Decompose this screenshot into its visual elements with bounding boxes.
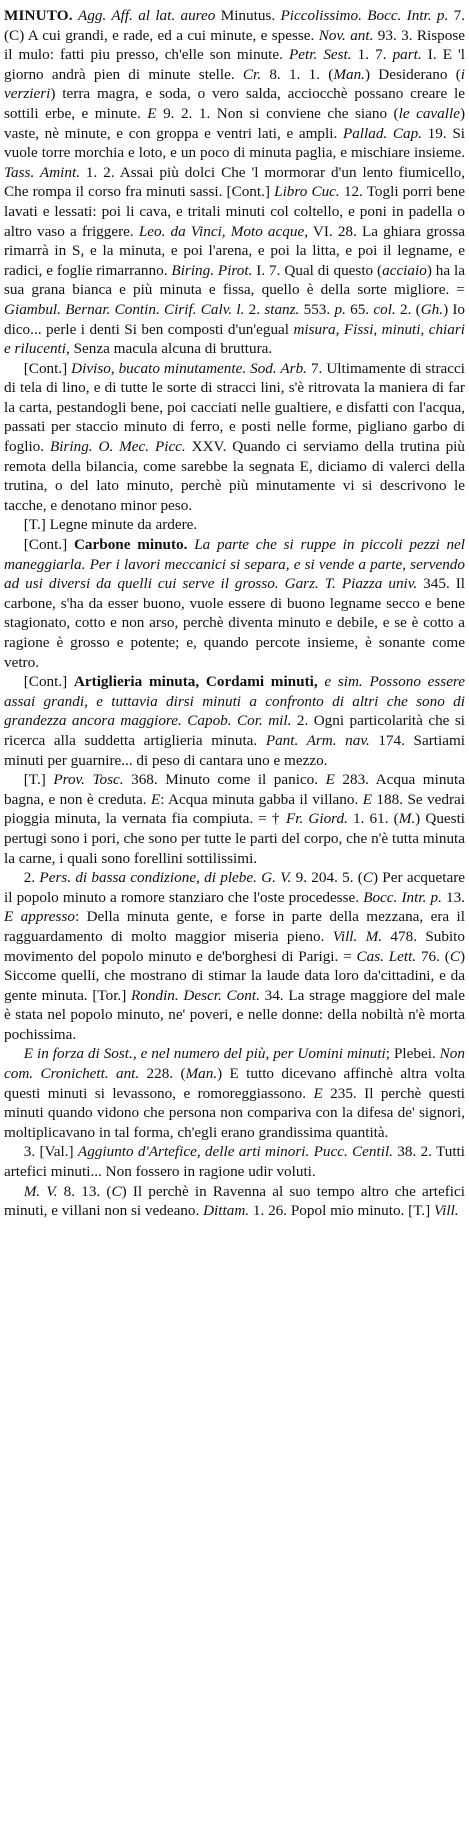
definition-text: 76. ( [416,947,450,965]
definition-text: 478. Subito movimento del popolo minuto e de'borghesi di Parigi. = [4,927,466,965]
definition-text: 1. 2. Assai più dolci Che 'l mormorar d'un lento fiumicello, Che rompa il corso fra minuti sassi. [Cont.] [4,163,465,201]
definition-text: ) E tutto dicevano affinchè altra volta questi minuti si levassono, e romoreggiassono. [4,1065,466,1102]
citation-italic: le cavalle [398,104,460,122]
definition-text: Senza macula alcuna di bruttura. [69,340,273,358]
citation-italic: C [111,1182,122,1200]
definition-text: ) Per acquetare il popolo minuto a romore stanziaro che l'oste procedesse. [4,869,465,906]
citation-italic: Pers. di bassa condizione, di plebe. G. V. [39,869,292,887]
citation-italic: Leo. da Vinci, Moto acque, [138,222,308,240]
citation-italic: C [449,947,460,965]
definition-text: Minutus. [215,7,281,24]
citation-italic: E [150,790,161,808]
citation-italic: Giambul. Bernar. Contin. Cirif. Calv. l. [4,300,245,318]
entry-paragraph-p2 [4,359,465,516]
subentry-term: Carbone minuto. [73,536,188,554]
entry-paragraph-p1 [4,6,465,359]
definition-text: ) Siccome quelli, che mostrano di stimar la laude data loro da'cittadini, e da gente minuta. [Tor.] [4,947,466,1004]
citation-italic: i verzieri [4,65,466,103]
citation-italic: Rondin. Descr. Cont. [131,986,260,1004]
definition-text: ) ha la sua grana bianca e più minuta e fissa, quello è della sorte migliore. = [4,261,465,299]
entry-paragraph-p4 [4,535,465,672]
subentry-term: Artiglieria minuta, Cordami minuti, [73,673,318,691]
definition-text: ) Desiderano ( [364,65,461,83]
headword: MINUTO. [4,7,73,24]
definition-text: 8. 1. 1. ( [261,65,334,83]
definition-text: : Acqua minuta gabba il villano. [160,790,363,808]
citation-italic: M. V. [23,1182,58,1200]
citation-italic: E [325,771,335,789]
definition-text: ; Plebei. [385,1045,440,1063]
definition-text: 3. [Val.] [23,1143,78,1161]
citation-italic: E [362,790,372,808]
entry-paragraph-p3 [4,515,465,535]
entry-paragraph-p7 [4,868,465,1044]
definition-text: 2. [23,869,40,887]
citation-italic: Pant. Arm. nav. [265,731,370,749]
citation-italic: Prov. Tosc. [53,771,124,789]
definition-text: 34. La strage maggiore del male è stata nel popolo minuto, ne' poveri, e nelle donne: della nobiltà n'è morta pochissima. [4,986,465,1043]
definition-text: 19. Si vuole torre morchia e loto, e un poco di minuta paglia, e mischiare insieme. [4,124,465,162]
definition-text: 7. (C) A cui grandi, e rade, ed a cui minute, e spesse. [4,7,466,44]
definition-text: 553. [299,300,335,318]
definition-text: I. 7. Qual di questo ( [252,261,383,279]
entry-paragraph-p10 [4,1182,465,1221]
citation-italic: Aggiunto d'Artefice, delle arti minori. Pucc. Centil. [77,1143,393,1161]
citation-italic: Biring. O. Mec. Picc. [49,438,186,456]
citation-italic: al lat. aureo [138,7,216,24]
citation-italic: part. [392,46,422,64]
citation-italic: E appresso [4,908,75,926]
definition-text: XXV. Quando ci serviamo della trutina più remota della bilancia, come sarebbe la segnata E, diciamo di valerci della trutina, o del lato minuto, perchè più minutamente vi si descrivono le tacche, e denotano minor peso. [4,438,465,514]
citation-italic: stanz. [264,300,300,318]
definition-text: VI. 28. La ghiara grossa rimarrà in S, e la minuta, e poi l'arena, e poi la litta, e poi il legname, e radici, e foglie rimarranno. [4,222,465,279]
citation-italic: E in forza di Sost., e nel numero del più, per Uomini minuti [23,1045,386,1063]
citation-italic: Dittam. [203,1202,250,1220]
citation-italic: Man. [333,65,365,83]
citation-italic: E [147,104,157,122]
dictionary-entry-minuto [4,6,465,1221]
definition-text: 345. Il carbone, s'ha da esser buono, vuole essere di buono legname secco e bene stagionato, cotto e non arso, perchè diventa minuto e debile, e se è cotto a ragione è grosso e potente; e, quando percote insieme, è sonante come vetro. [4,575,466,671]
definition-text: 12. Togli porri bene lavati e lessati: poi li cava, e tritali minuti col coltello, e poni in padella o altro vaso a friggere. [4,183,465,240]
definition-text: : Della minuta gente, e forse in parte della mezzana, era il ragguardamento di molto maggior miseria pieno. [4,908,465,945]
definition-text: ) terra magra, e soda, o vero salda, acciocchè possano creare le sottili erbe, e minute. [4,85,465,122]
definition-text: 1. 61. ( [347,810,399,828]
definition-text: 235. Il perchè questi minuti quando vidono che persona non compariva con la difesa de' signori, moltiplicavano in tal forma, ch'egli erano grandissima quantità. [4,1084,466,1141]
citation-italic: Vill. [434,1202,459,1220]
definition-text: 2. ( [395,300,421,318]
entry-paragraph-p8 [4,1044,465,1142]
definition-text: 228. ( [139,1065,186,1083]
citation-italic: Pallad. Cap. [342,124,423,142]
definition-text: 368. Minuto come il panico. [123,771,326,789]
definition-text: 7. Ultimamente di stracci di tela di lino, e di tutte le sorte di stracci lini, s'è ritrovata la maniera di far la carta, pestandogli bene, poi cacciati nelle gualtiere, e disfatti con l'acqua, passati per staccio minuto di ferro, e posti nelle forme, pigliano garbo di foglio. [4,359,465,456]
citation-italic: Cas. Lett. [356,947,417,965]
citation-italic: Agg. Aff. [78,7,133,24]
citation-italic: p. [334,300,346,318]
citation-italic: Fr. Giord. [285,810,348,828]
definition-text: 283. Acqua minuta bagna, e non è creduta. [4,771,465,808]
definition-text: 2. [244,300,265,318]
definition-text: 38. 2. Tutti artefici minuti... Non fossero in ragione udir voluti. [4,1143,465,1181]
entry-paragraph-p5 [4,672,465,770]
definition-text: 13. [441,888,466,906]
definition-text: 174. Sartiami minuti per guarnire... di peso di cantara uno e mezzo. [4,731,465,769]
citation-italic: Man. [185,1065,218,1083]
definition-text: 93. 3. Rispose il mulo: fatti piu presso, ch'elle son minute. [4,26,466,64]
definition-text: ) vaste, nè minute, e con groppa e ventri lati, e ampli. [4,104,466,142]
definition-text: 1. 26. Popol mio minuto. [T.] [249,1202,435,1220]
definition-text: 188. Se vedrai pioggia minuta, la vernata fia compiuta. = † [4,790,466,828]
citation-italic: Diviso, bucato minutamente. Sod. Arb. [71,359,307,377]
definition-text: 1. 7. [351,46,393,64]
citation-italic: Biring. Pirot. [171,261,253,279]
definition-text: 2. Ogni particolarità che si ricerca alla suddetta artiglieria minuta. [4,712,465,749]
citation-italic: acciaio [382,261,427,279]
definition-text: [T.] Legne minute da ardere. [23,516,198,534]
citation-italic: Tass. Amint. [4,163,80,181]
definition-text: 65. [345,300,374,318]
definition-text: 9. 2. 1. Non si conviene che siano ( [156,104,399,122]
definition-text: [Cont.] [23,673,74,691]
citation-italic: M. [398,810,416,828]
entry-paragraph-p6 [4,770,465,868]
definition-text: [T.] [23,771,54,789]
citation-italic: Bocc. Intr. p. [363,888,442,906]
citation-italic: Libro Cuc. [274,183,340,201]
citation-italic: Non com. Cronichett. ant. [4,1045,465,1083]
definition-text: I. E 'l giorno andrà pien di minute stelle. [4,46,466,83]
citation-italic: Nov. ant. [318,26,374,44]
citation-italic: Cr. [242,65,262,83]
definition-text: [Cont.] [23,359,72,377]
citation-italic: Piccolissimo. Bocc. Intr. p. [280,7,449,24]
definition-text: ) Questi pertugi sono i pori, che sono per tutte le parti del corpo, che n'è tutta minuta la carne, i quali sono forellini sottilissimi. [4,810,466,867]
citation-italic: misura, Fissi, minuti, chiari e rilucenti, [4,320,465,358]
citation-italic: E [313,1084,323,1102]
definition-text: 9. 204. 5. ( [291,869,363,887]
citation-italic: La parte che si ruppe in piccoli pezzi nel maneggiarla. Per i lavori meccanici si separa, e si vende a parte, servendo ad usi diversi da quelli cui serve il grosso. Garz. T. Piazza univ. [4,536,465,593]
citation-italic: C [362,869,373,887]
citation-italic: Petr. Sest. [288,46,352,64]
citation-italic: e sim. Possono essere assai grandi, e tuttavia dirsi minuti a confronto di altri che sono di grandezza ancora maggiore. Capob. Cor. mil. [4,673,466,730]
citation-italic: Gh. [420,300,444,318]
definition-text: 8. 13. ( [57,1182,112,1200]
definition-text: ) Il perchè in Ravenna al suo tempo altro che artefici minuti, e villani non si vedeano. [4,1182,465,1220]
definition-text: [Cont.] [23,536,74,554]
definition-text: ) Io dico... perle i denti Si ben composti d'un'egual [4,300,466,338]
citation-italic: Vill. M. [332,927,383,945]
entry-paragraph-p9 [4,1142,465,1181]
citation-italic: col. [373,300,396,318]
